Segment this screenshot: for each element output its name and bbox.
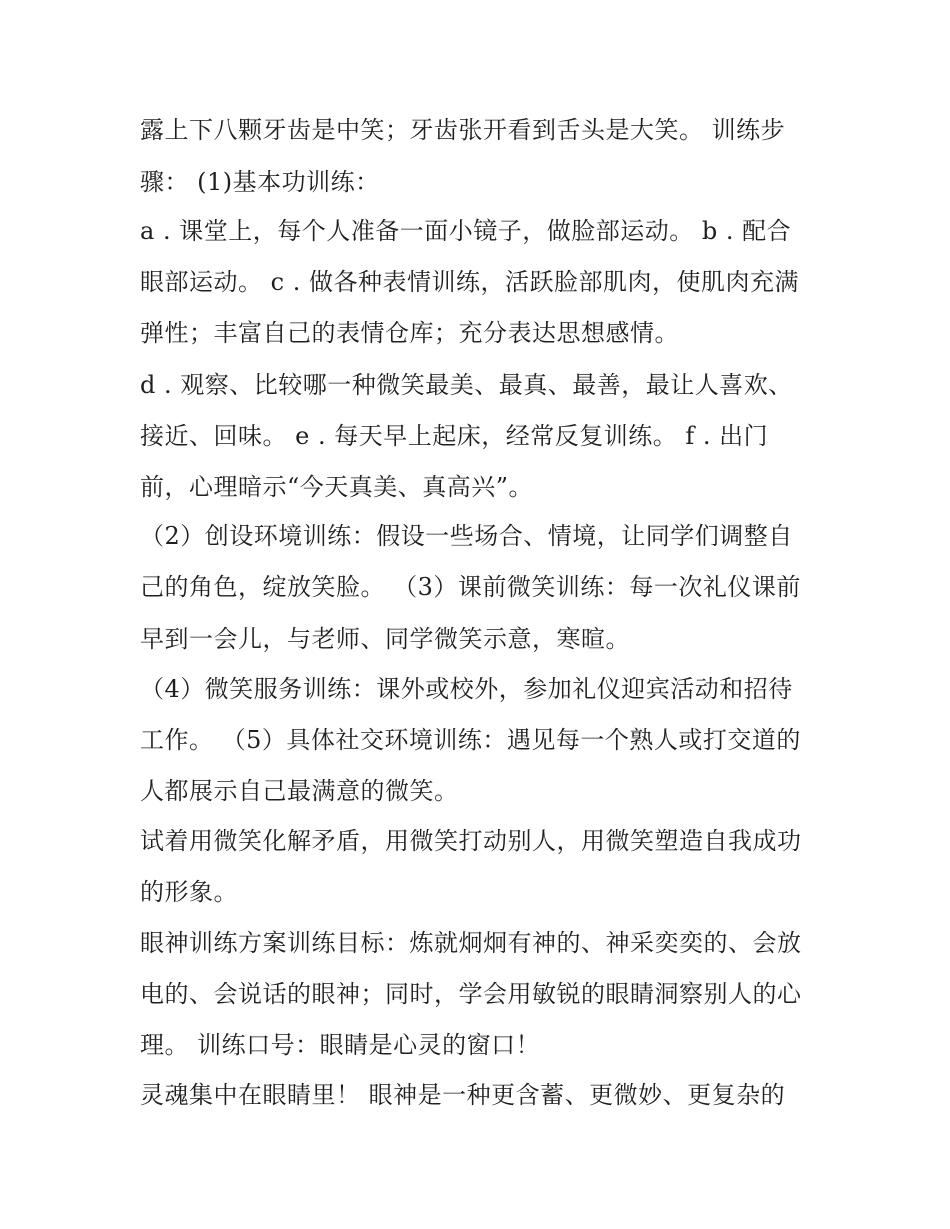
text-line: 早到一会儿，与老师、同学微笑示意，寒暄。 (140, 625, 630, 653)
text-line: 人都展示自己最满意的微笑。 (140, 777, 459, 805)
text-line: 骤： (1)基本功训练： (140, 168, 380, 196)
text-line: 己的角色，绽放笑脸。 （3）课前微笑训练：每一次礼仪课前 (140, 573, 801, 601)
text-line: d . 观察、比较哪一种微笑最美、最真、最善，最让人喜欢、 (140, 371, 793, 399)
text-line: 眼神训练方案训练目标：炼就炯炯有神的、神采奕奕的、会放 (140, 929, 802, 957)
text-line: 理。 训练口号：眼睛是心灵的窗口！ (140, 1031, 541, 1059)
text-line: 试着用微笑化解矛盾，用微笑打动别人，用微笑塑造自我成功 (140, 827, 802, 855)
text-line: 的形象。 (140, 878, 238, 906)
text-line: 眼部运动。 c . 做各种表情训练，活跃脸部肌肉，使肌肉充满 (140, 268, 799, 296)
text-line: 工作。 （5）具体社交环境训练：遇见每一个熟人或打交道的 (140, 726, 801, 754)
text-line: 弹性；丰富自己的表情仓库；充分表达思想感情。 (140, 319, 679, 347)
text-line: 灵魂集中在眼睛里！ 眼神是一种更含蓄、更微妙、更复杂的 (140, 1081, 786, 1109)
text-line: 前，心理暗示“今天真美、真高兴”。 (140, 473, 534, 501)
text-line: a . 课堂上，每个人准备一面小镜子，做脸部运动。 b . 配合 (140, 217, 792, 245)
text-line: 露上下八颗牙齿是中笑；牙齿张开看到舌头是大笑。 训练步 (140, 116, 786, 144)
text-line: （4）微笑服务训练：课外或校外，参加礼仪迎宾活动和招待 (140, 675, 793, 703)
text-line: 电的、会说话的眼神；同时，学会用敏锐的眼睛洞察别人的心 (140, 980, 802, 1008)
text-line: （2）创设环境训练：假设一些场合、情境，让同学们调整自 (140, 522, 793, 550)
text-line: 接近、回味。 e . 每天早上起床，经常反复训练。 f . 出门 (140, 422, 769, 450)
